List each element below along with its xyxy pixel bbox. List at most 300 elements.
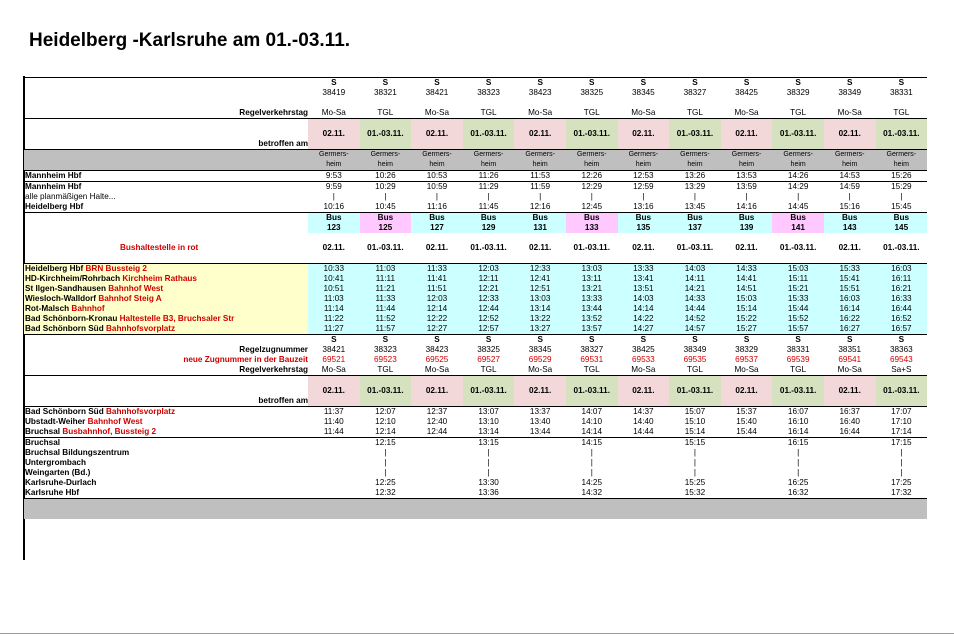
departure-time: 14:15	[581, 438, 603, 447]
spacer-cell	[618, 233, 670, 243]
departure-time: 11:03	[308, 294, 360, 304]
bus-date-row	[24, 243, 927, 253]
destination	[514, 150, 566, 161]
train-type: S	[434, 78, 440, 87]
departure-time	[514, 458, 566, 468]
spacer-cell	[876, 98, 928, 108]
spacer-row	[24, 253, 927, 264]
spacer-cell	[360, 396, 412, 407]
train-number: 38421	[322, 345, 346, 354]
spacer-cell	[721, 396, 773, 407]
train-type-row	[24, 335, 927, 346]
departure-time: 13:15	[478, 438, 499, 447]
timetable	[24, 77, 927, 519]
new-train-number: 69529	[528, 355, 552, 364]
departure-time: |	[384, 468, 387, 477]
affected-date: 01.-03.11.	[566, 129, 618, 139]
bus-number: 141	[772, 223, 824, 233]
new-train-number: 69537	[735, 355, 758, 364]
departure-time	[308, 458, 360, 468]
departure-time: 12:26	[581, 171, 603, 180]
spacer-cell	[876, 253, 928, 264]
top-stop-row	[24, 202, 927, 213]
departure-time: 16:52	[876, 314, 928, 324]
departure-time: 9:59	[325, 182, 342, 191]
departure-time	[721, 478, 773, 488]
destination-line: Germers-	[370, 151, 401, 158]
spacer-cell	[669, 139, 721, 150]
bus-label: Bus	[772, 213, 824, 224]
day-type: TGL	[583, 108, 600, 117]
destination-line: heim	[772, 160, 824, 171]
day-type: Mo-Sa	[321, 365, 346, 374]
spacer-cell	[514, 396, 566, 407]
departure-time: 16:11	[876, 274, 928, 284]
departure-time: 10:53	[426, 171, 448, 180]
departure-time: 16:15	[787, 438, 809, 447]
departure-time	[411, 468, 463, 478]
station-label	[24, 488, 308, 499]
departure-time: 15:22	[721, 314, 773, 324]
bus-label: Bus	[514, 213, 566, 224]
bottom-stop-row	[24, 427, 927, 438]
departure-time: 16:22	[824, 314, 876, 324]
train-number: 38325	[580, 88, 604, 97]
train-type: S	[847, 335, 853, 344]
train-type: S	[485, 78, 492, 87]
departure-time: |	[590, 468, 593, 477]
spacer-cell	[308, 233, 360, 243]
departure-time: 15:03	[721, 294, 773, 304]
departure-time: 13:44	[529, 427, 551, 436]
spacer-cell	[566, 98, 618, 108]
spacer-cell	[721, 509, 773, 519]
departure-time: 15:10	[684, 417, 706, 426]
departure-time: 10:16	[323, 202, 345, 211]
top-stop-row	[24, 182, 927, 193]
departure-time: 15:44	[772, 304, 824, 314]
departure-time: 14:14	[618, 304, 670, 314]
train-number: 38345	[528, 345, 552, 354]
day-type: Mo-Sa	[424, 108, 450, 117]
departure-time: 11:21	[360, 284, 412, 294]
station-name: Rot-Malsch	[25, 304, 70, 313]
betroffen-row	[24, 386, 927, 396]
spacer-cell	[669, 376, 721, 387]
affected-date: 01.-03.11.	[876, 386, 928, 396]
spacer-cell	[308, 253, 360, 264]
train-number: 38351	[838, 345, 862, 354]
bus-label: Bus	[721, 213, 773, 224]
train-type: S	[589, 78, 595, 87]
departure-time: 12:53	[633, 171, 654, 180]
day-type: Mo-Sa	[321, 108, 346, 117]
spacer-cell	[566, 139, 618, 150]
departure-time: 14:59	[839, 182, 860, 191]
departure-time: 16:14	[787, 427, 809, 436]
new-train-number: 69527	[477, 355, 500, 364]
departure-time: 13:57	[566, 324, 618, 335]
spacer-cell	[772, 376, 824, 387]
affected-date: 02.11.	[425, 243, 449, 252]
train-number: 38331	[889, 88, 913, 97]
departure-time: 10:29	[375, 182, 396, 191]
spacer-cell	[566, 499, 618, 510]
departure-time: 14:03	[618, 294, 670, 304]
train-number: 38421	[425, 88, 449, 97]
spacer-cell	[411, 376, 463, 387]
departure-time: 15:41	[824, 274, 876, 284]
destination-line: heim	[308, 160, 360, 171]
departure-time: 12:32	[375, 488, 396, 497]
departure-time: 14:40	[633, 417, 654, 426]
spacer-row	[24, 376, 927, 387]
spacer-row	[24, 119, 927, 130]
departure-time: 12:37	[426, 407, 448, 416]
departure-time: |	[797, 458, 800, 467]
departure-time: |	[848, 192, 851, 201]
train-number: 38327	[580, 345, 604, 354]
destination-line: Germers-	[319, 151, 349, 158]
affected-date: 01.-03.11.	[876, 129, 928, 139]
bus-number: 135	[618, 223, 670, 233]
departure-time: |	[900, 192, 903, 201]
affected-date: 02.11.	[308, 129, 360, 139]
departure-time: 12:51	[514, 284, 566, 294]
destination	[876, 150, 928, 161]
spacer-cell	[721, 253, 773, 264]
train-type: S	[331, 335, 337, 344]
spacer-cell	[360, 139, 412, 150]
station-label	[24, 407, 308, 418]
station-label	[24, 314, 308, 324]
spacer-cell	[824, 119, 876, 130]
bus-number: 139	[721, 223, 773, 233]
departure-time: 12:22	[411, 314, 463, 324]
station-label: alle planmäßigen Halte...	[25, 192, 116, 201]
top-stop-row	[24, 192, 927, 202]
departure-time: 15:32	[684, 488, 706, 497]
departure-time: 11:51	[411, 284, 463, 294]
station-label	[24, 294, 308, 304]
train-number-row	[24, 88, 927, 98]
departure-time: |	[384, 448, 387, 457]
spacer-cell	[360, 119, 412, 130]
day-type: TGL	[583, 365, 600, 374]
spacer-cell	[824, 98, 876, 108]
spacer-cell	[721, 376, 773, 387]
departure-time: 12:40	[426, 417, 448, 426]
departure-time: 10:45	[375, 202, 396, 211]
departure-time	[618, 448, 670, 458]
station-label: Heidelberg Hbf	[25, 202, 84, 211]
departure-time: 12:44	[426, 427, 448, 436]
departure-time	[824, 488, 876, 499]
new-train-number: 69531	[580, 355, 604, 364]
departure-time: 9:53	[325, 171, 342, 180]
departure-time: 17:07	[891, 407, 912, 416]
station-name: Karlsruhe Hbf	[25, 488, 80, 497]
spacer-cell	[411, 119, 463, 130]
row-label: Regelverkehrstag	[239, 365, 308, 374]
destination-line: Germers-	[525, 151, 555, 158]
station-label	[24, 478, 308, 488]
station-name: Wiesloch-Walldorf	[25, 294, 97, 303]
destination	[566, 150, 618, 161]
germersheim-row	[24, 150, 927, 161]
regelverkehrstag-row	[24, 108, 927, 119]
footer-grey-row	[24, 499, 927, 510]
destination-line: heim	[360, 160, 412, 171]
departure-time: |	[797, 468, 800, 477]
spacer-cell	[360, 376, 412, 387]
departure-time: |	[487, 468, 490, 477]
departure-time	[618, 438, 670, 449]
row-label: neue Zugnummer in der Bauzeit	[183, 355, 308, 364]
bus-number: 129	[463, 223, 515, 233]
day-type: TGL	[686, 108, 703, 117]
spacer-row	[24, 233, 927, 243]
departure-time	[721, 468, 773, 478]
train-number: 38419	[322, 88, 346, 97]
bus-number: 145	[876, 223, 928, 233]
departure-time: 14:07	[581, 407, 603, 416]
bottom-stop-row	[24, 417, 927, 427]
spacer-cell	[721, 233, 773, 243]
day-type: Mo-Sa	[837, 365, 862, 374]
bus-label: Bus	[824, 213, 876, 224]
spacer-cell	[463, 253, 515, 264]
new-train-number: 69539	[786, 355, 810, 364]
bus-stop-row	[24, 274, 927, 284]
day-type: TGL	[790, 108, 807, 117]
train-number: 38327	[683, 88, 707, 97]
row-label	[24, 376, 308, 387]
spacer-cell	[772, 396, 824, 407]
stop-name: Kirchheim Rathaus	[122, 274, 197, 283]
departure-time: |	[384, 458, 387, 467]
departure-time	[411, 478, 463, 488]
departure-time: 14:21	[669, 284, 721, 294]
destination-line: heim	[876, 160, 928, 171]
station-name: Heidelberg Hbf	[25, 264, 84, 273]
spacer-cell	[411, 509, 463, 519]
row-label	[24, 233, 308, 243]
departure-time: 17:15	[891, 438, 912, 447]
spacer-cell	[360, 98, 412, 108]
departure-time: 14:57	[669, 324, 721, 335]
train-type: S	[795, 78, 801, 87]
bottom-stop-row	[24, 448, 927, 458]
departure-time: |	[693, 458, 697, 467]
spacer-cell	[876, 139, 928, 150]
spacer-cell	[411, 253, 463, 264]
train-number: 38349	[683, 345, 707, 354]
bottom-stop-row	[24, 468, 927, 478]
departure-time: 12:21	[463, 284, 515, 294]
departure-time	[308, 468, 360, 478]
departure-time: 12:52	[463, 314, 515, 324]
destination-line: heim	[514, 160, 566, 171]
station-label: Mannheim Hbf	[25, 171, 82, 180]
departure-time: 15:40	[736, 417, 757, 426]
station-name: Bad Schönborn Süd	[25, 407, 104, 416]
station-label	[24, 438, 308, 449]
bus-label: Bus	[618, 213, 670, 224]
spacer-cell	[669, 499, 721, 510]
train-type: S	[795, 335, 801, 344]
destination-line: Germers-	[886, 151, 917, 158]
day-type: TGL	[377, 365, 394, 374]
departure-time: |	[539, 192, 542, 201]
affected-date: 02.11.	[824, 129, 876, 139]
train-number: 38321	[374, 88, 397, 97]
spacer-cell	[618, 396, 670, 407]
spacer-cell	[308, 139, 360, 150]
departure-time	[514, 478, 566, 488]
departure-time: 12:14	[375, 427, 396, 436]
departure-time: |	[900, 468, 903, 477]
new-train-number: 69525	[425, 355, 449, 364]
departure-time: 14:16	[736, 202, 757, 211]
spacer-cell	[772, 499, 824, 510]
stop-name: Bahnhof West	[108, 284, 164, 293]
row-label	[24, 150, 308, 161]
departure-time: |	[900, 458, 903, 467]
departure-time: 15:11	[772, 274, 824, 284]
spacer-cell	[772, 509, 824, 519]
departure-time: 11:57	[360, 324, 412, 335]
departure-time: 15:33	[824, 264, 876, 275]
departure-time	[721, 438, 773, 449]
station-name: Bruchsal	[25, 427, 61, 436]
station-name: Ubstadt-Weiher	[25, 417, 86, 426]
train-number: 38425	[735, 88, 758, 97]
affected-date: 02.11.	[618, 129, 670, 139]
spacer-cell	[463, 376, 515, 387]
departure-time: 17:32	[891, 488, 912, 497]
departure-time: 15:27	[721, 324, 773, 335]
affected-date: 02.11.	[721, 129, 773, 139]
affected-date: 01.-03.11.	[463, 386, 515, 396]
departure-time: |	[590, 458, 593, 467]
station-name: Bad Schönborn-Kronau	[25, 314, 118, 323]
departure-time: 13:44	[566, 304, 618, 314]
departure-time: 15:03	[772, 264, 824, 275]
departure-time: 13:53	[736, 171, 757, 180]
betroffen-label-row	[24, 396, 927, 407]
destination-line: heim	[411, 160, 463, 171]
affected-date: 02.11.	[322, 243, 345, 252]
spacer-cell	[772, 98, 824, 108]
spacer-cell	[360, 233, 412, 243]
betroffen-row	[24, 129, 927, 139]
neue-zug-row	[24, 355, 927, 365]
stop-name: Bahnhof Steig A	[98, 294, 162, 303]
bus-number: 137	[669, 223, 721, 233]
departure-time: 16:03	[876, 264, 928, 275]
departure-time: 11:16	[427, 202, 447, 211]
affected-date: 01.-03.11.	[463, 129, 515, 139]
departure-time: 11:27	[308, 324, 360, 335]
affected-date: 02.11.	[721, 386, 773, 396]
spacer-cell	[308, 119, 360, 130]
station-name: Bad Schönborn Süd	[25, 324, 104, 333]
destination	[463, 150, 515, 161]
spacer-cell	[876, 396, 928, 407]
spacer-cell	[772, 119, 824, 130]
row-label	[24, 499, 308, 510]
departure-time: 14:52	[669, 314, 721, 324]
departure-time: 10:26	[375, 171, 396, 180]
departure-time	[514, 438, 566, 449]
affected-date: 02.11.	[824, 386, 876, 396]
bus-number: 143	[824, 223, 876, 233]
spacer-cell	[463, 499, 515, 510]
spacer-cell	[566, 253, 618, 264]
stop-name: Busbahnhof, Bussteig 2	[62, 427, 157, 436]
spacer-cell	[463, 396, 515, 407]
destination-line: Germers-	[473, 151, 504, 158]
departure-time: 14:29	[787, 182, 809, 191]
train-type: S	[898, 78, 905, 87]
departure-time: 15:15	[684, 438, 706, 447]
affected-date: 01.-03.11.	[676, 243, 714, 252]
station-label	[24, 304, 308, 314]
destination	[360, 150, 412, 161]
destination-line: heim	[463, 160, 515, 171]
train-number: 38423	[528, 88, 552, 97]
destination-line: Germers-	[576, 151, 607, 158]
departure-time: 15:26	[891, 171, 912, 180]
departure-time: 12:27	[411, 324, 463, 335]
spacer-cell	[618, 98, 670, 108]
departure-time: 13:59	[736, 182, 757, 191]
affected-date: 02.11.	[735, 243, 758, 252]
spacer-cell	[308, 509, 360, 519]
affected-date: 01.-03.11.	[566, 386, 618, 396]
departure-time: 14:41	[721, 274, 773, 284]
destination	[772, 150, 824, 161]
departure-time: 14:27	[618, 324, 670, 335]
day-type: Mo-Sa	[837, 108, 862, 117]
departure-time: |	[642, 192, 645, 201]
departure-time	[824, 438, 876, 449]
departure-time	[824, 478, 876, 488]
spacer-cell	[463, 233, 515, 243]
day-type: TGL	[893, 108, 910, 117]
departure-time	[411, 438, 463, 449]
train-type: S	[331, 78, 337, 87]
train-type: S	[382, 335, 389, 344]
departure-time: 13:14	[514, 304, 566, 314]
departure-time	[411, 458, 463, 468]
spacer-cell	[411, 499, 463, 510]
departure-time: 13:51	[618, 284, 670, 294]
train-number: 38331	[786, 345, 810, 354]
train-number: 38323	[477, 88, 500, 97]
departure-time: 12:15	[375, 438, 396, 447]
row-label	[24, 509, 308, 519]
departure-time: 12:33	[463, 294, 515, 304]
departure-time: 12:45	[581, 202, 603, 211]
row-label	[24, 160, 308, 171]
day-type: TGL	[790, 365, 807, 374]
bus-stop-row	[24, 314, 927, 324]
departure-time: 13:27	[514, 324, 566, 335]
departure-time: 11:44	[360, 304, 412, 314]
departure-time: 13:41	[618, 274, 670, 284]
